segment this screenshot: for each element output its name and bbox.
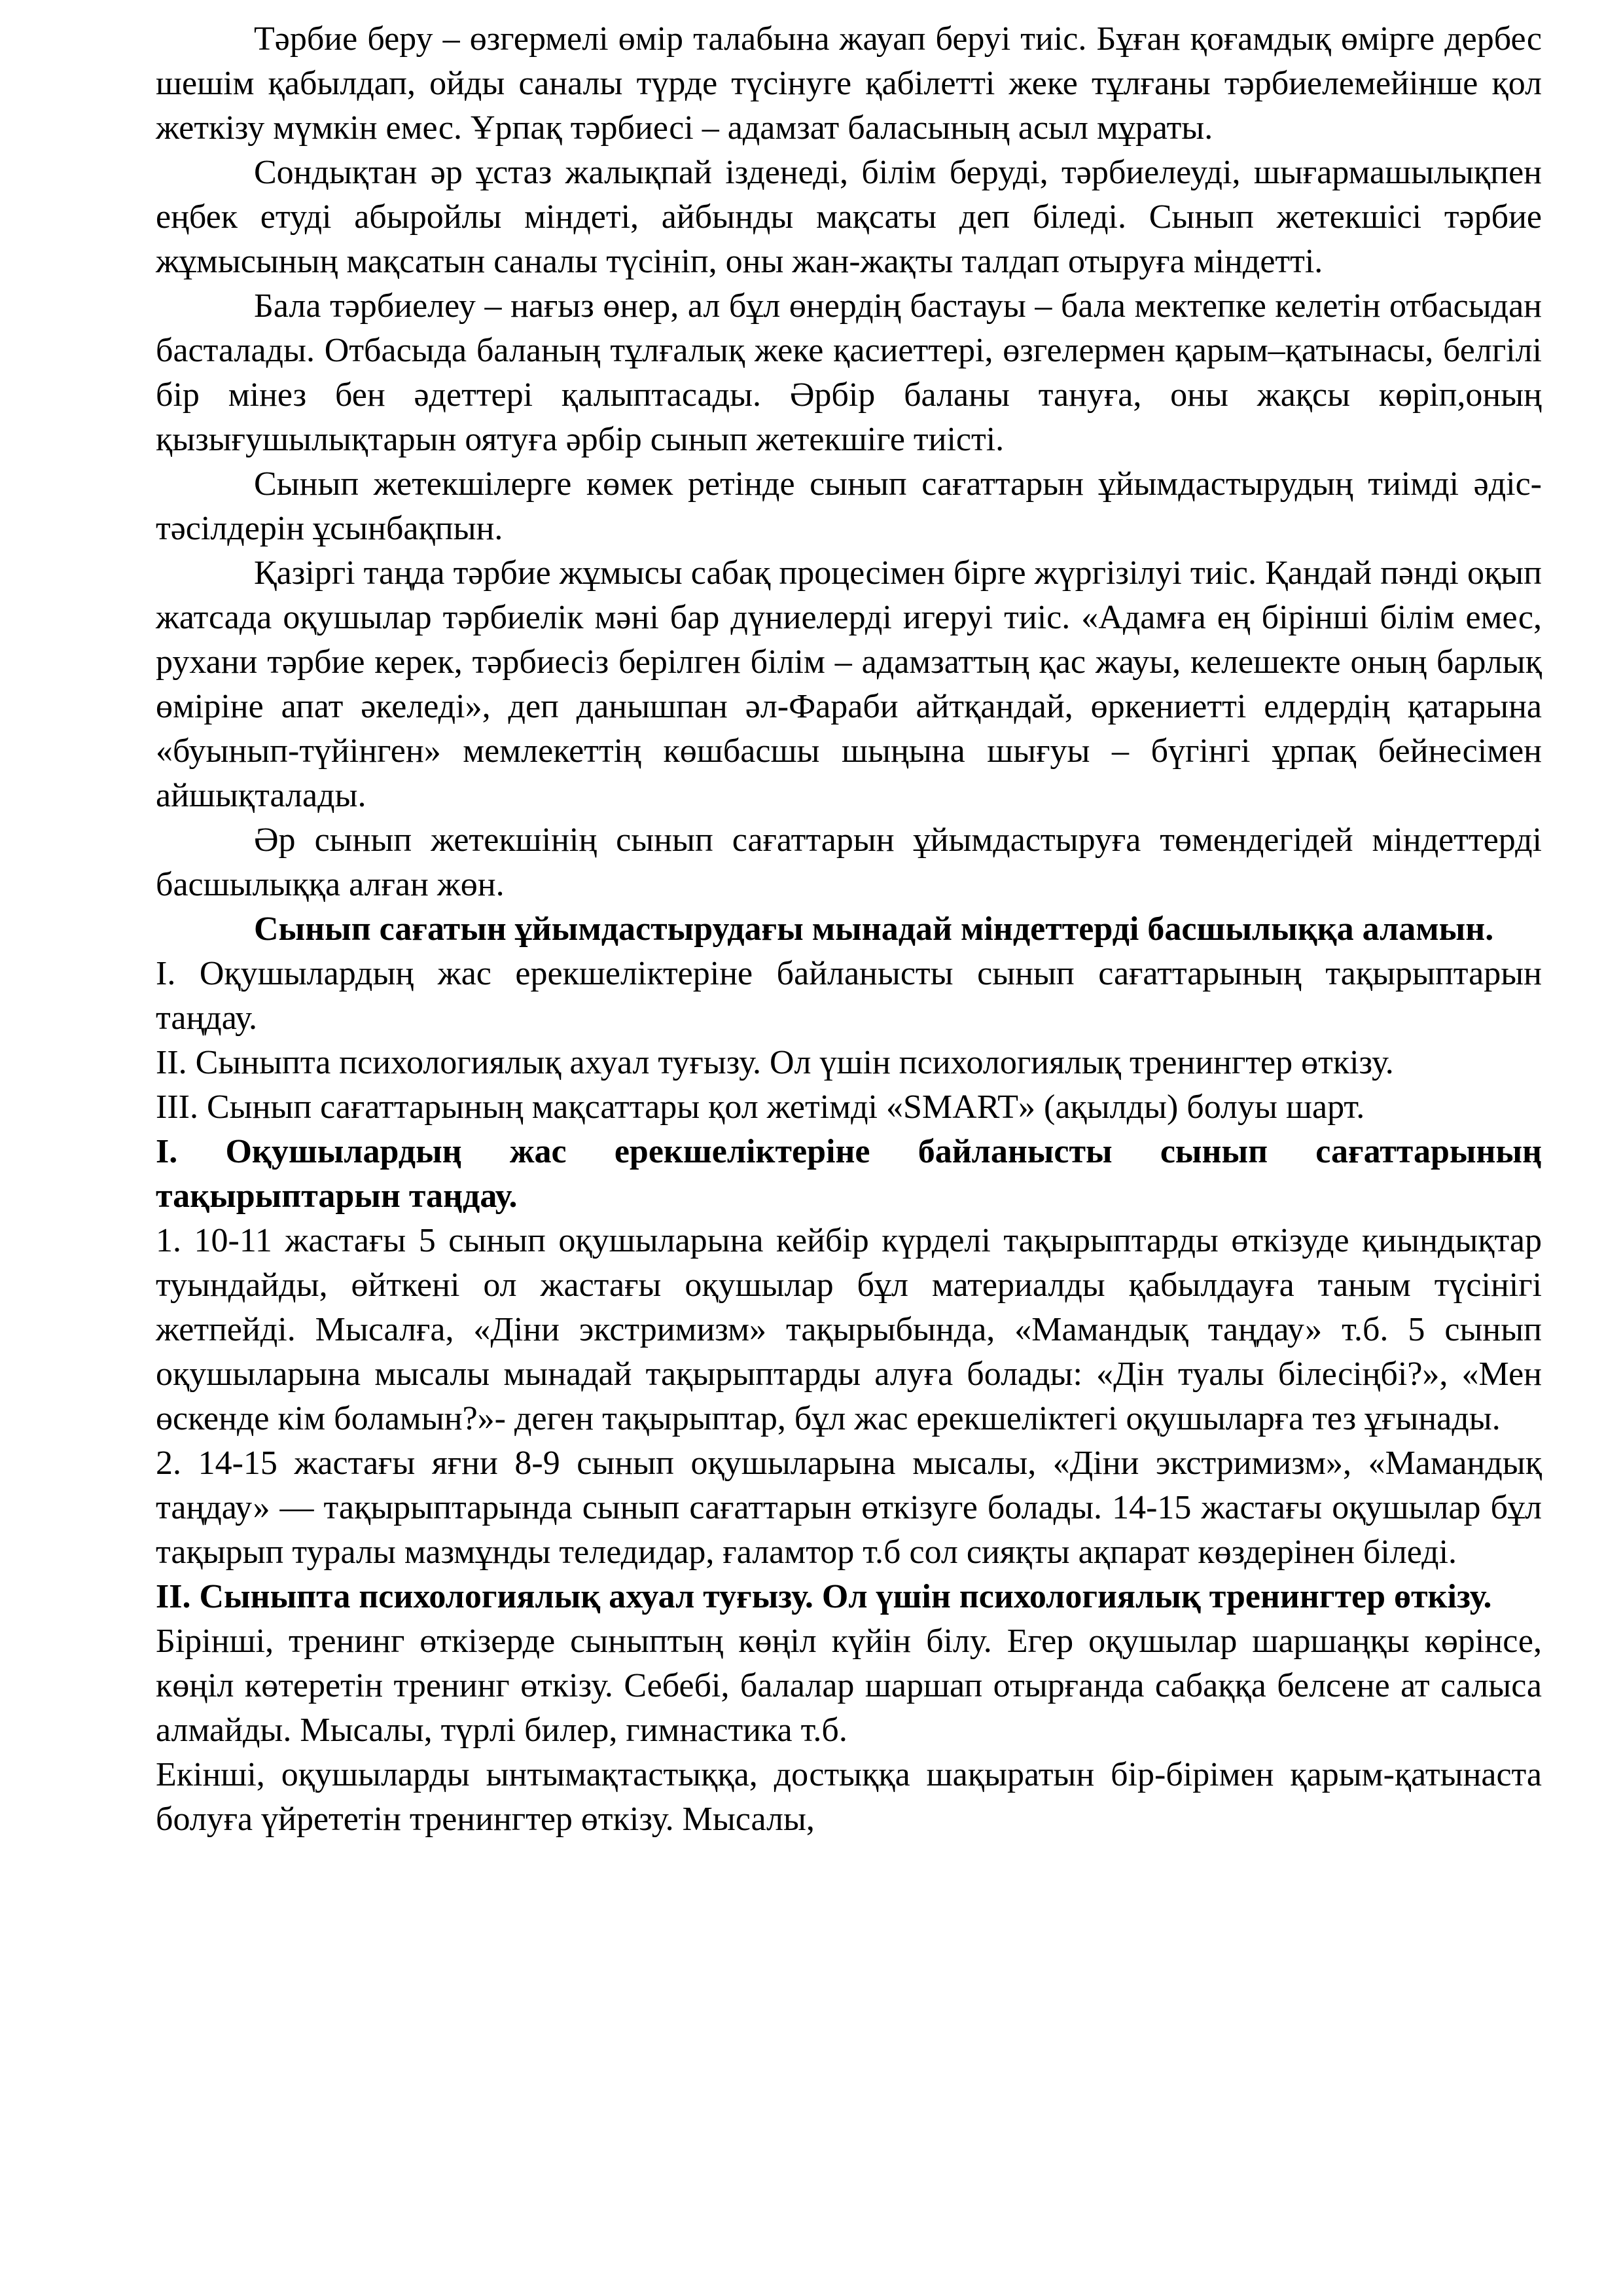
paragraph-child-upbringing: Бала тәрбиелеу – нағыз өнер, ал бұл өнердің бастауы – бала мектепке келетін отбасыдан басталады. Отбасыда баланың тұлғалық жеке қасиеттері, өзгелермен қарым–қатынасы, белгілі бір мінез бен әдеттері қалыптасады. Әрбір баланы тануға, оны жақсы көріп,оның қызығушылықтарын оятуға әрбір сынып жетекшіге тиісті. xyxy=(156,287,1542,458)
section-2-item: Бірінші, тренинг өткізерде сыныптың көңіл күйін білу. Егер оқушылар шаршаңқы көрінсе, көңіл көтеретін тренинг өткізу. Себебі, балалар шаршап отырғанда сабаққа белсене ат салыса алмайды. Мысалы, түрлі билер, гимнастика т.б. xyxy=(156,1623,1542,1749)
paragraph-teacher-duty: Сондықтан әр ұстаз жалықпай ізденеді, білім беруді, тәрбиелеуді, шығармашылықпен еңбек етуді абыройлы міндеті, айбынды мақсаты деп біледі. Сынып жетекшісі тәрбие жұмысының мақсатын саналы түсініп, оны жан-жақты талдап отыруға міндетті. xyxy=(156,154,1542,280)
task-item: II. Сыныпта психологиялық ахуал туғызу. Ол үшін психологиялық тренингтер өткізу. xyxy=(156,1044,1394,1081)
paragraph-intro: Тәрбие беру – өзгермелі өмір талабына жауап беруі тиіс. Бұған қоғамдық өмірге дербес шешім қабылдап, ойды саналы түрде түсінуге қабілетті жеке тұлғаны тәрбиелемейінше қол жеткізу мүмкін емес. Ұрпақ тәрбиесі – адамзат баласының асыл мұраты. xyxy=(156,20,1542,147)
section-2-item: Екінші, оқушыларды ынтымақтастыққа, достыққа шақыратын бір-бірімен қарым-қатынаста болуға үйрететін тренингтер өткізу. Мысалы, xyxy=(156,1756,1542,1838)
section-1-heading: I. Оқушылардың жас ерекшеліктеріне байланысты сынып сағаттарының тақырыптарын таңдау. xyxy=(156,1133,1542,1215)
task-item: III. Сынып сағаттарының мақсаттары қол жетімді «SMART» (ақылды) болуы шарт. xyxy=(156,1088,1365,1126)
section-2-heading: II. Сыныпта психологиялық ахуал туғызу. Ол үшін психологиялық тренингтер өткізу. xyxy=(156,1578,1492,1615)
section-1-item: 1. 10-11 жастағы 5 сынып оқушыларына кейбір күрделі тақырыптарды өткізуде қиындықтар туындайды, өйткені ол жастағы оқушылар бұл материалды қабылдауға таным түсінігі жетпейді. Мысалға, «Діни экстримизм» тақырыбында, «Мамандық таңдау» т.б. 5 сынып оқушыларына мысалы мынадай тақырыптарды алуға болады: «Дін туалы білесіңбі?», «Мен өскенде кім боламын?»- деген тақырыптар, бұл жас ерекшеліктегі оқушыларға тез ұғынады. xyxy=(156,1222,1542,1437)
paragraph-guidelines: Әр сынып жетекшінің сынып сағаттарын ұйымдастыруға төмендегідей міндеттерді басшылыққа алған жөн. xyxy=(156,821,1542,903)
paragraph-farabi-quote: Қазіргі таңда тәрбие жұмысы сабақ процесімен бірге жүргізілуі тиіс. Қандай пәнді оқып жатсада оқушылар тәрбиелік мәні бар дүниелерді игеруі тиіс. «Адамға ең бірінші білім емес, рухани тәрбие керек, тәрбиесіз берілген білім – адамзаттың қас жауы, келешекте оның барлық өміріне апат әкеледі», деп данышпан әл-Фараби айтқандай, өркениетті елдердің қатарына «буынып-түйінген» мемлекеттің көшбасшы шыңына шығуы – бүгінгі ұрпақ бейнесімен айшықталады. xyxy=(156,554,1542,814)
task-item: I. Оқушылардың жас ерекшеліктеріне байланысты сынып сағаттарының тақырыптарын таңдау. xyxy=(156,955,1542,1037)
document-page xyxy=(156,17,1542,1842)
paragraph-offer: Сынып жетекшілерге көмек ретінде сынып сағаттарын ұйымдастырудың тиімді әдіс-тәсілдерін ұсынбақпын. xyxy=(156,465,1542,547)
section-1-item: 2. 14-15 жастағы яғни 8-9 сынып оқушыларына мысалы, «Діни экстримизм», «Мамандық таңдау» — тақырыптарында сынып сағаттарын өткізуге болады. 14-15 жастағы оқушылар бұл тақырып туралы мазмұнды теледидар, ғаламтор т.б сол сияқты ақпарат көздерінен біледі. xyxy=(156,1444,1542,1571)
bold-intro-heading: Сынып сағатын ұйымдастырудағы мынадай міндеттерді басшылыққа аламын. xyxy=(254,910,1494,948)
